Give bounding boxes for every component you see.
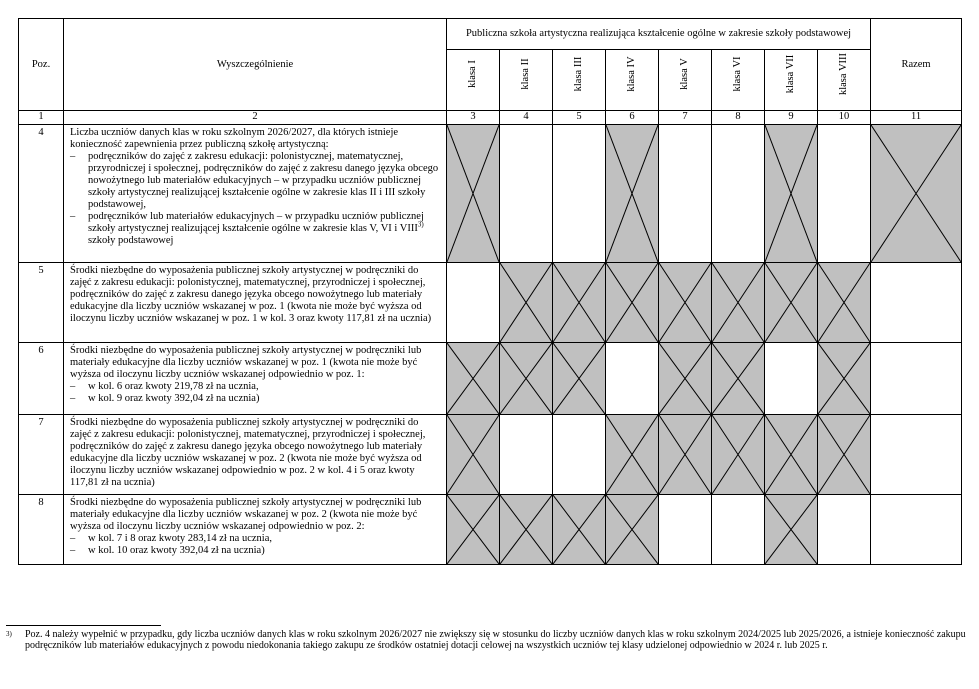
header-class-8: klasa VIII	[818, 50, 871, 111]
row-text: Środki niezbędne do wyposażenia publicznej szkoły artystycznej w podręczniki lub materiały edukacyjne dla liczby uczniów wskazanej w poz. 1 (kwota nie może być wyższa od iloczynu liczby uczniów wskazanej odpowiednio w poz. 1:	[70, 345, 422, 380]
cross-mark-icon	[818, 343, 870, 414]
row-list-item	[70, 533, 442, 545]
footnote-mark: 3)	[6, 630, 12, 638]
column-number: 8	[712, 111, 765, 125]
table-row	[19, 125, 962, 263]
row-text: Środki niezbędne do wyposażenia publicznej szkoły artystycznej w podręczniki do zajęć z zakresu edukacji: polonistycznej, matematycznej, przyrodniczej i społecznej, podręczników do zajęć z zakresu danego języka obcego nowożytnego lub materiały edukacyjne dla liczby uczniów wskazanej w poz. 1 (kwota nie może być wyższa od iloczynu liczby uczniów wskazanej w poz. 1 w kol. 3 oraz kwoty 117,81 zł na ucznia)	[70, 265, 432, 324]
row-position: 7	[19, 415, 64, 495]
crossed-cell	[659, 343, 712, 415]
crossed-cell	[818, 343, 871, 415]
column-number: 9	[765, 111, 818, 125]
crossed-cell	[447, 415, 500, 495]
input-cell[interactable]	[553, 125, 606, 263]
column-number: 3	[447, 111, 500, 125]
dash-bullet: –	[70, 151, 76, 162]
cross-mark-icon	[606, 495, 658, 564]
crossed-cell	[500, 343, 553, 415]
table-row	[19, 495, 962, 565]
row-list-item	[70, 545, 442, 557]
crossed-cell	[712, 415, 765, 495]
cross-mark-icon	[818, 415, 870, 494]
list-item-text: w kol. 9 oraz kwoty 392,04 zł na ucznia)	[88, 393, 260, 404]
cross-mark-icon	[871, 125, 961, 262]
input-cell[interactable]	[871, 495, 962, 565]
crossed-cell	[447, 495, 500, 565]
column-number: 1	[19, 111, 64, 125]
cross-mark-icon	[659, 343, 711, 414]
footnote-text: Poz. 4 należy wypełnić w przypadku, gdy liczba uczniów danych klas w roku szkolnym 2026/2027 nie zwiększy się w stosunku do liczby uczniów danych klas w roku szkolnym 2024/2025 lub 2025/2026, a istnieje konieczność zakupu podręczników lub materiałów edukacyjnych z powodu niedokonania takiego zakupu ze środków ostatniej dotacji celowej na wszystkich uczniów tej klasy udzielonej odpowiednio w 2024 r. lub 2025 r.	[25, 629, 966, 651]
crossed-cell	[606, 495, 659, 565]
cross-mark-icon	[765, 125, 817, 262]
crossed-cell	[712, 263, 765, 343]
cross-mark-icon	[447, 343, 499, 414]
header-class-3: klasa III	[553, 50, 606, 111]
input-cell[interactable]	[712, 495, 765, 565]
row-position: 6	[19, 343, 64, 415]
input-cell[interactable]	[765, 343, 818, 415]
dash-bullet: –	[70, 545, 76, 556]
crossed-cell	[447, 343, 500, 415]
list-item-text: w kol. 10 oraz kwoty 392,04 zł na ucznia)	[88, 545, 265, 556]
column-number: 10	[818, 111, 871, 125]
crossed-cell	[818, 263, 871, 343]
header-class-5: klasa V	[659, 50, 712, 111]
cross-mark-icon	[500, 343, 552, 414]
crossed-cell	[606, 125, 659, 263]
header-group: Publiczna szkoła artystyczna realizująca kształcenie ogólne w zakresie szkoły podstawowej	[447, 19, 871, 50]
cross-mark-icon	[659, 263, 711, 342]
cross-mark-icon	[447, 495, 499, 564]
cross-mark-icon	[712, 415, 764, 494]
dash-bullet: –	[70, 533, 76, 544]
crossed-cell	[606, 415, 659, 495]
row-description	[64, 415, 447, 495]
crossed-cell	[659, 263, 712, 343]
cross-mark-icon	[712, 343, 764, 414]
dash-bullet: –	[70, 393, 76, 404]
crossed-cell	[500, 263, 553, 343]
list-item-tail: szkoły podstawowej	[88, 235, 174, 246]
table-row	[19, 343, 962, 415]
cross-mark-icon	[712, 263, 764, 342]
crossed-cell	[765, 415, 818, 495]
row-list-item	[70, 211, 442, 247]
column-number: 6	[606, 111, 659, 125]
crossed-cell	[765, 495, 818, 565]
list-item-text: podręczników do zajęć z zakresu edukacji: polonistycznej, matematycznej, przyrodniczej i społecznej, podręczników do zajęć z zakresu danego języka obcego nowożytnego lub materiałów edukacyjnych – w przypadku uczniów publicznej szkoły artystycznej realizującej kształcenie ogólne w zakresie klas II i III szkoły podstawowej,	[88, 151, 439, 210]
row-list-item	[70, 381, 442, 393]
input-cell[interactable]	[500, 125, 553, 263]
crossed-cell	[553, 263, 606, 343]
row-description	[64, 495, 447, 565]
cross-mark-icon	[447, 415, 499, 494]
dash-bullet: –	[70, 211, 76, 222]
form-table	[18, 18, 962, 565]
row-text: Środki niezbędne do wyposażenia publicznej szkoły artystycznej w podręczniki lub materiały edukacyjne dla liczby uczniów wskazanej w poz. 2 (kwota nie może być wyższa od iloczynu liczby uczniów wskazanej odpowiednio w poz. 2:	[70, 497, 422, 532]
column-number: 7	[659, 111, 712, 125]
input-cell[interactable]	[553, 415, 606, 495]
row-position: 5	[19, 263, 64, 343]
crossed-cell	[871, 125, 962, 263]
row-position: 4	[19, 125, 64, 263]
input-cell[interactable]	[659, 125, 712, 263]
input-cell[interactable]	[818, 495, 871, 565]
footnote-separator	[6, 625, 161, 626]
row-list-item	[70, 151, 442, 211]
input-cell[interactable]	[606, 343, 659, 415]
header-class-6: klasa VI	[712, 50, 765, 111]
input-cell[interactable]	[447, 263, 500, 343]
cross-mark-icon	[500, 495, 552, 564]
table-row	[19, 415, 962, 495]
cross-mark-icon	[659, 415, 711, 494]
cross-mark-icon	[553, 263, 605, 342]
row-description	[64, 125, 447, 263]
cross-mark-icon	[606, 263, 658, 342]
list-item-text: podręczników lub materiałów edukacyjnych – w przypadku uczniów publicznej szkoły artystycznej realizującej kształcenie ogólne w zakresie klas V, VI i VIII	[88, 211, 424, 234]
row-text: Środki niezbędne do wyposażenia publicznej szkoły artystycznej w podręczniki do zajęć z zakresu edukacji: polonistycznej, matematycznej, przyrodniczej i społecznej, podręczników do zajęć z zakresu danego języka obcego nowożytnego lub materiały edukacyjne dla liczby uczniów wskazanej w poz. 2 (kwota nie może być wyższa od iloczynu liczby uczniów wskazanej odpowiednio w poz. 2 w kol. 4 i 5 oraz kwoty 117,81 zł na ucznia)	[70, 417, 426, 488]
header-class-2: klasa II	[500, 50, 553, 111]
row-list-item	[70, 393, 442, 405]
list-item-text: w kol. 7 i 8 oraz kwoty 283,14 zł na ucznia,	[88, 533, 272, 544]
cross-mark-icon	[447, 125, 499, 262]
cross-mark-icon	[818, 263, 870, 342]
input-cell[interactable]	[871, 343, 962, 415]
row-description	[64, 263, 447, 343]
crossed-cell	[659, 415, 712, 495]
input-cell[interactable]	[712, 125, 765, 263]
crossed-cell	[553, 495, 606, 565]
crossed-cell	[553, 343, 606, 415]
input-cell[interactable]	[818, 125, 871, 263]
header-specification: Wyszczególnienie	[64, 19, 447, 111]
input-cell[interactable]	[871, 263, 962, 343]
row-text: Liczba uczniów danych klas w roku szkolnym 2026/2027, dla których istnieje konieczność zapewnienia przez publiczną szkołę artystyczną:	[70, 127, 399, 150]
dash-bullet: –	[70, 381, 76, 392]
row-position: 8	[19, 495, 64, 565]
header-class-4: klasa IV	[606, 50, 659, 111]
crossed-cell	[818, 415, 871, 495]
crossed-cell	[606, 263, 659, 343]
footnote-reference: 3)	[417, 220, 424, 229]
row-description	[64, 343, 447, 415]
column-number: 4	[500, 111, 553, 125]
header-total: Razem	[871, 19, 962, 111]
column-number: 5	[553, 111, 606, 125]
column-number: 2	[64, 111, 447, 125]
header-class-1: klasa I	[447, 50, 500, 111]
input-cell[interactable]	[659, 495, 712, 565]
cross-mark-icon	[765, 263, 817, 342]
input-cell[interactable]	[500, 415, 553, 495]
column-number: 11	[871, 111, 962, 125]
header-poz: Poz.	[19, 19, 64, 111]
crossed-cell	[447, 125, 500, 263]
header-class-7: klasa VII	[765, 50, 818, 111]
list-item-text: w kol. 6 oraz kwoty 219,78 zł na ucznia,	[88, 381, 259, 392]
crossed-cell	[765, 263, 818, 343]
cross-mark-icon	[553, 495, 605, 564]
footnote	[6, 629, 976, 651]
input-cell[interactable]	[871, 415, 962, 495]
crossed-cell	[500, 495, 553, 565]
cross-mark-icon	[765, 415, 817, 494]
cross-mark-icon	[500, 263, 552, 342]
cross-mark-icon	[606, 415, 658, 494]
crossed-cell	[765, 125, 818, 263]
cross-mark-icon	[606, 125, 658, 262]
table-row	[19, 263, 962, 343]
crossed-cell	[712, 343, 765, 415]
cross-mark-icon	[553, 343, 605, 414]
cross-mark-icon	[765, 495, 817, 564]
